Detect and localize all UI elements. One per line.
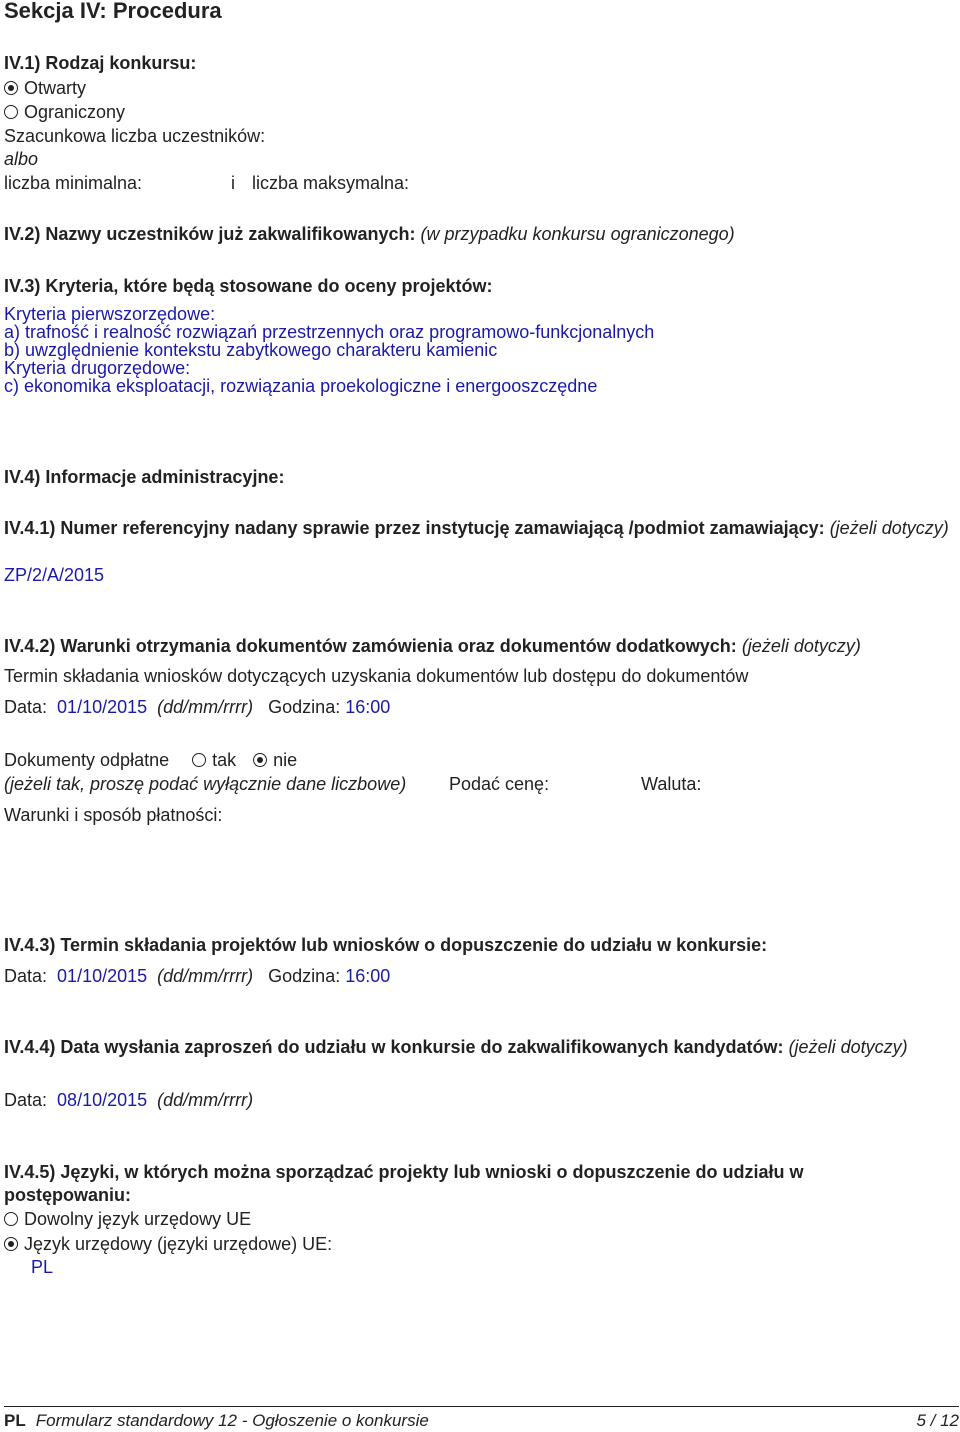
radio-unchecked-icon[interactable]	[4, 105, 18, 119]
time-value: 16:00	[345, 966, 391, 986]
time-label: Godzina:	[268, 966, 341, 986]
radio-any-language-label: Dowolny język urzędowy UE	[24, 1209, 252, 1229]
radio-unchecked-icon[interactable]	[4, 1212, 18, 1226]
iv2-row	[4, 223, 735, 246]
footer-page-number: 5 / 12	[916, 1411, 959, 1430]
albo-text: albo	[4, 149, 39, 169]
iv42-note: (jeżeli dotyczy)	[741, 636, 861, 656]
section-title: Sekcja IV: Procedura	[4, 0, 222, 23]
radio-official-language-row[interactable]	[4, 1233, 332, 1256]
page-footer	[4, 1406, 959, 1432]
criteria-line: c) ekonomika eksploatacji, rozwiązania proekologiczne i energooszczędne	[4, 376, 598, 396]
date-format: (dd/mm/rrrr)	[157, 697, 254, 717]
criteria-line: b) uwzględnienie kontekstu zabytkowego charakteru kamienic	[4, 340, 498, 360]
date-value: 01/10/2015	[57, 697, 148, 717]
heading-iv2: IV.2) Nazwy uczestników już zakwalifikowanych:	[4, 224, 416, 244]
heading-iv4: IV.4) Informacje administracyjne:	[4, 467, 285, 487]
paid-label: Dokumenty odpłatne	[4, 750, 170, 770]
iv42-description: Termin składania wniosków dotyczących uzyskania dokumentów lub dostępu do dokumentów	[4, 666, 749, 686]
time-value: 16:00	[345, 697, 391, 717]
criteria-line: Kryteria pierwszorzędowe:	[4, 304, 216, 324]
radio-open-label: Otwarty	[24, 78, 87, 98]
heading-iv43: IV.4.3) Termin składania projektów lub wniosków o dopuszczenie do udziału w konkursie:	[4, 935, 768, 955]
date-value: 08/10/2015	[57, 1090, 148, 1110]
heading-iv41: IV.4.1) Numer referencyjny nadany sprawie przez instytucję zamawiającą /podmiot zamawiający:	[4, 518, 825, 538]
date-label: Data:	[4, 966, 48, 986]
time-label: Godzina:	[268, 697, 341, 717]
radio-checked-icon[interactable]	[253, 753, 267, 767]
criteria-block	[4, 305, 654, 395]
estimated-participants-label: Szacunkowa liczba uczestników:	[4, 126, 266, 146]
radio-checked-icon[interactable]	[4, 81, 18, 95]
heading-iv1: IV.1) Rodzaj konkursu:	[4, 53, 197, 73]
criteria-line: a) trafność i realność rozwiązań przestrzennych oraz programowo-funkcjonalnych	[4, 322, 655, 342]
radio-checked-icon[interactable]	[4, 1237, 18, 1251]
radio-open-row[interactable]	[4, 77, 86, 100]
footer-form-name: Formularz standardowy 12 - Ogłoszenie o konkursie	[35, 1411, 429, 1430]
iv44-date-row	[4, 1089, 253, 1112]
radio-unchecked-icon[interactable]	[192, 753, 206, 767]
heading-iv44: IV.4.4) Data wysłania zaproszeń do udziału w konkursie do zakwalifikowanych kandydatów:	[4, 1037, 784, 1057]
payment-label: Warunki i sposób płatności:	[4, 805, 223, 825]
iv42-date-row	[4, 696, 390, 719]
paid-note: (jeżeli tak, proszę podać wyłącznie dane liczbowe)	[4, 774, 407, 794]
radio-any-language-row[interactable]	[4, 1208, 251, 1231]
iv2-note: (w przypadku konkursu ograniczonego)	[420, 224, 735, 244]
heading-iv3: IV.3) Kryteria, które będą stosowane do oceny projektów:	[4, 276, 493, 296]
radio-restricted-label: Ograniczony	[24, 102, 126, 122]
radio-official-language-label: Język urzędowy (języki urzędowe) UE:	[24, 1234, 333, 1254]
and-text: i	[231, 173, 235, 193]
price-label: Podać cenę:	[449, 774, 550, 794]
heading-iv42: IV.4.2) Warunki otrzymania dokumentów zamówienia oraz dokumentów dodatkowych:	[4, 636, 737, 656]
date-label: Data:	[4, 697, 48, 717]
reference-number: ZP/2/A/2015	[4, 565, 105, 585]
iv43-date-row	[4, 965, 390, 988]
date-value: 01/10/2015	[57, 966, 148, 986]
heading-iv45: IV.4.5) Języki, w których można sporządzać projekty lub wnioski o dopuszczenie do udziału w postępowaniu:	[4, 1162, 804, 1205]
radio-yes-label: tak	[212, 750, 237, 770]
radio-no-label: nie	[273, 750, 298, 770]
criteria-line: Kryteria drugorzędowe:	[4, 358, 191, 378]
iv42-row	[4, 635, 861, 658]
footer-country-code: PL	[4, 1411, 26, 1430]
min-label: liczba minimalna:	[4, 173, 143, 193]
date-format: (dd/mm/rrrr)	[157, 1090, 254, 1110]
iv44-note: (jeżeli dotyczy)	[788, 1037, 908, 1057]
paid-docs-row	[4, 749, 297, 772]
date-label: Data:	[4, 1090, 48, 1110]
iv41-note: (jeżeli dotyczy)	[829, 518, 949, 538]
max-label: liczba maksymalna:	[252, 173, 410, 193]
currency-label: Waluta:	[641, 774, 702, 794]
radio-restricted-row[interactable]	[4, 101, 125, 124]
iv44-block	[4, 1036, 949, 1059]
date-format: (dd/mm/rrrr)	[157, 966, 254, 986]
iv41-block	[4, 517, 949, 540]
language-value: PL	[31, 1257, 54, 1277]
